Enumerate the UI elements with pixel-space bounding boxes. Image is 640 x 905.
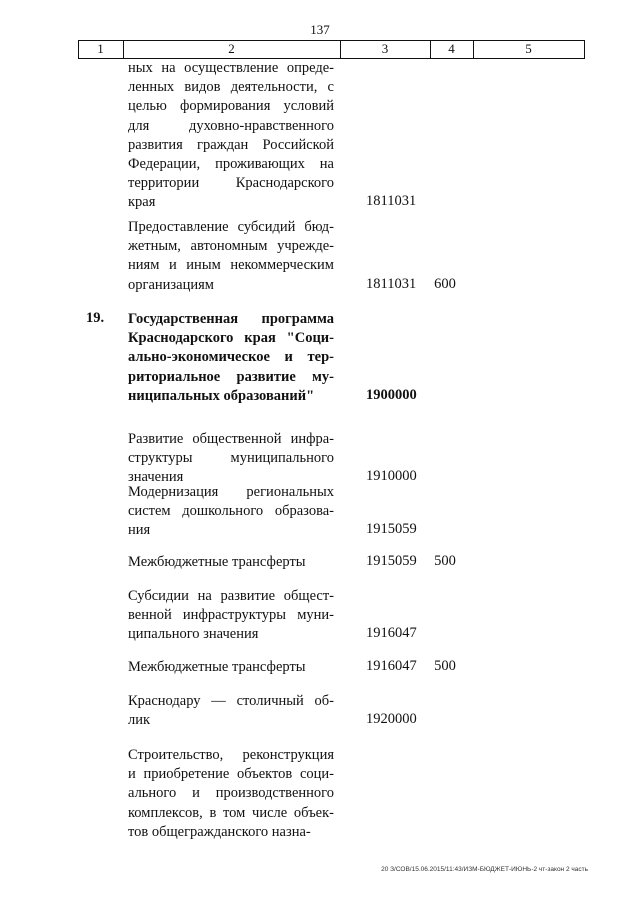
description-line: ниям и иным некоммерческим	[128, 257, 334, 274]
description-line: риториальное развитие му-	[128, 368, 334, 385]
description-line: организациям	[128, 276, 214, 293]
description-line: ных на осуществление опреде-	[128, 60, 334, 76]
description-line: для духовно-нравственного	[128, 117, 334, 134]
target-code: 1915059	[366, 521, 417, 538]
description-line: тов общегражданского назна-	[128, 823, 311, 840]
row-description	[128, 310, 334, 406]
row-number: 19.	[86, 310, 105, 326]
description-line: края	[128, 194, 156, 211]
row-description	[128, 218, 334, 295]
header-col-3: 3	[381, 41, 389, 56]
description-line: Федерации, проживающих на	[128, 156, 334, 173]
header-divider	[584, 40, 585, 59]
expense-type-code: 600	[434, 275, 456, 292]
row-description	[128, 430, 334, 488]
description-line: лик	[128, 712, 151, 729]
description-line: Межбюджетные трансферты	[128, 659, 306, 675]
description-line: Краснодару — столичный об-	[128, 693, 334, 709]
footer-file-stamp: 20 З/СОВ/15.06.2015/11:43/ИЗМ-БЮДЖЕТ-ИЮНЬ-2 чт-закон 2 часть	[381, 866, 588, 873]
description-line: и приобретение объектов соци-	[128, 766, 334, 783]
description-line: ниципальных образований"	[128, 387, 315, 404]
header-col-4: 4	[448, 41, 455, 56]
description-line: структуры муниципального	[128, 450, 334, 467]
description-line: Строительство, реконструкция	[128, 747, 334, 763]
target-code: 1811031	[366, 275, 417, 292]
page-number: 137	[310, 22, 330, 37]
description-line: Субсидии на развитие общест-	[128, 588, 334, 604]
row-description	[128, 59, 334, 213]
header-col-5: 5	[525, 41, 532, 56]
description-line: Межбюджетные трансферты	[128, 554, 306, 570]
description-line: Государственная программа	[128, 311, 334, 327]
description-line: ального и производственного	[128, 785, 334, 802]
target-code: 1916047	[366, 658, 417, 674]
description-line: комплексов, в том числе объек-	[128, 804, 334, 821]
target-code: 1920000	[366, 711, 417, 728]
description-line: венной инфраструктуры муни-	[128, 607, 334, 624]
row-description	[128, 658, 334, 677]
description-line: Предоставление субсидий бюд-	[128, 219, 334, 235]
target-code: 1915059	[366, 553, 417, 569]
description-line: ально-экономическое и тер-	[128, 349, 334, 366]
row-description	[128, 587, 334, 645]
header-col-1: 1	[97, 41, 104, 56]
row-description	[128, 483, 334, 541]
description-line: целью формирования условий	[128, 98, 334, 115]
target-code: 1811031	[366, 193, 417, 210]
description-line: жетным, автономным учрежде-	[128, 238, 334, 255]
target-code: 1900000	[366, 386, 417, 403]
description-line: систем дошкольного образова-	[128, 503, 334, 520]
expense-type-code: 500	[434, 553, 456, 569]
description-line: ципального значения	[128, 626, 259, 643]
description-line: ния	[128, 522, 151, 539]
row-description	[128, 692, 334, 730]
description-line: развития граждан Российской	[128, 136, 334, 153]
target-code: 1910000	[366, 468, 417, 485]
description-line: значения	[128, 469, 184, 486]
description-line: территории Краснодарского	[128, 175, 334, 192]
expense-type-code: 500	[434, 658, 456, 674]
description-line: Развитие общественной инфра-	[128, 431, 334, 447]
description-line: Краснодарского края "Соци-	[128, 330, 334, 347]
header-col-2: 2	[228, 41, 235, 56]
description-line: Модернизация региональных	[128, 484, 334, 500]
target-code: 1916047	[366, 625, 417, 642]
description-line: ленных видов деятельности, с	[128, 79, 334, 96]
row-description	[128, 553, 334, 572]
row-description	[128, 746, 334, 842]
